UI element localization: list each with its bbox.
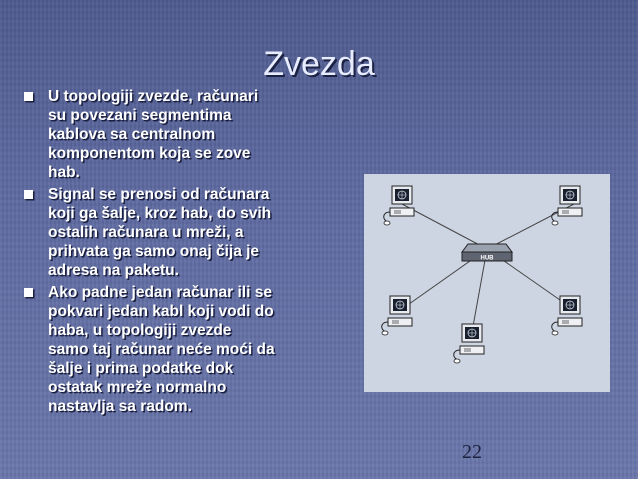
page-number: 22	[462, 441, 482, 463]
bullet-line: Signal se prenosi od računara	[48, 186, 270, 203]
bullet-item	[18, 185, 348, 280]
star-topology-svg	[364, 174, 610, 392]
bullet-line: ostalih računara u mreži, a	[48, 224, 244, 241]
computer-icon	[454, 324, 484, 363]
bullet-line: nastavlja sa radom.	[48, 398, 192, 415]
bullet-line: komponentom koja se zove	[48, 145, 251, 162]
bullet-line: Ako padne jedan računar ili se	[48, 284, 272, 301]
computer-icon	[382, 296, 412, 335]
bullet-line: U topologiji zvezde, računari	[48, 88, 259, 105]
bullet-line: ostatak mreže normalno	[48, 379, 227, 396]
computer-icon	[552, 186, 582, 225]
computer-icon	[552, 296, 582, 335]
bullet-list	[18, 87, 348, 419]
hub-label: HUB	[480, 255, 494, 262]
bullet-line: pokvari jedan kabl koji vodi do	[48, 303, 274, 320]
square-bullet-icon	[24, 288, 33, 297]
bullet-line: samo taj računar neće moći da	[48, 341, 275, 358]
square-bullet-icon	[24, 190, 33, 199]
bullet-line: hab.	[48, 164, 80, 181]
computer-icon	[384, 186, 414, 225]
bullet-line: šalje i prima podatke dok	[48, 360, 234, 377]
star-topology-diagram	[364, 174, 610, 392]
network-cables	[402, 204, 574, 332]
bullet-line: haba, u topologiji zvezde	[48, 322, 232, 339]
bullet-line: adresa na paketu.	[48, 262, 179, 279]
bullet-line: koji ga šalje, kroz hab, do svih	[48, 205, 272, 222]
bullet-line: prihvata ga samo onaj čija je	[48, 243, 260, 260]
bullet-item	[18, 283, 348, 416]
hub-icon	[462, 244, 512, 262]
bullet-line: kablova sa centralnom	[48, 126, 216, 143]
slide-title: Zvezda	[263, 45, 375, 83]
bullet-line: su povezani segmentima	[48, 107, 232, 124]
bullet-item	[18, 87, 348, 182]
square-bullet-icon	[24, 92, 33, 101]
